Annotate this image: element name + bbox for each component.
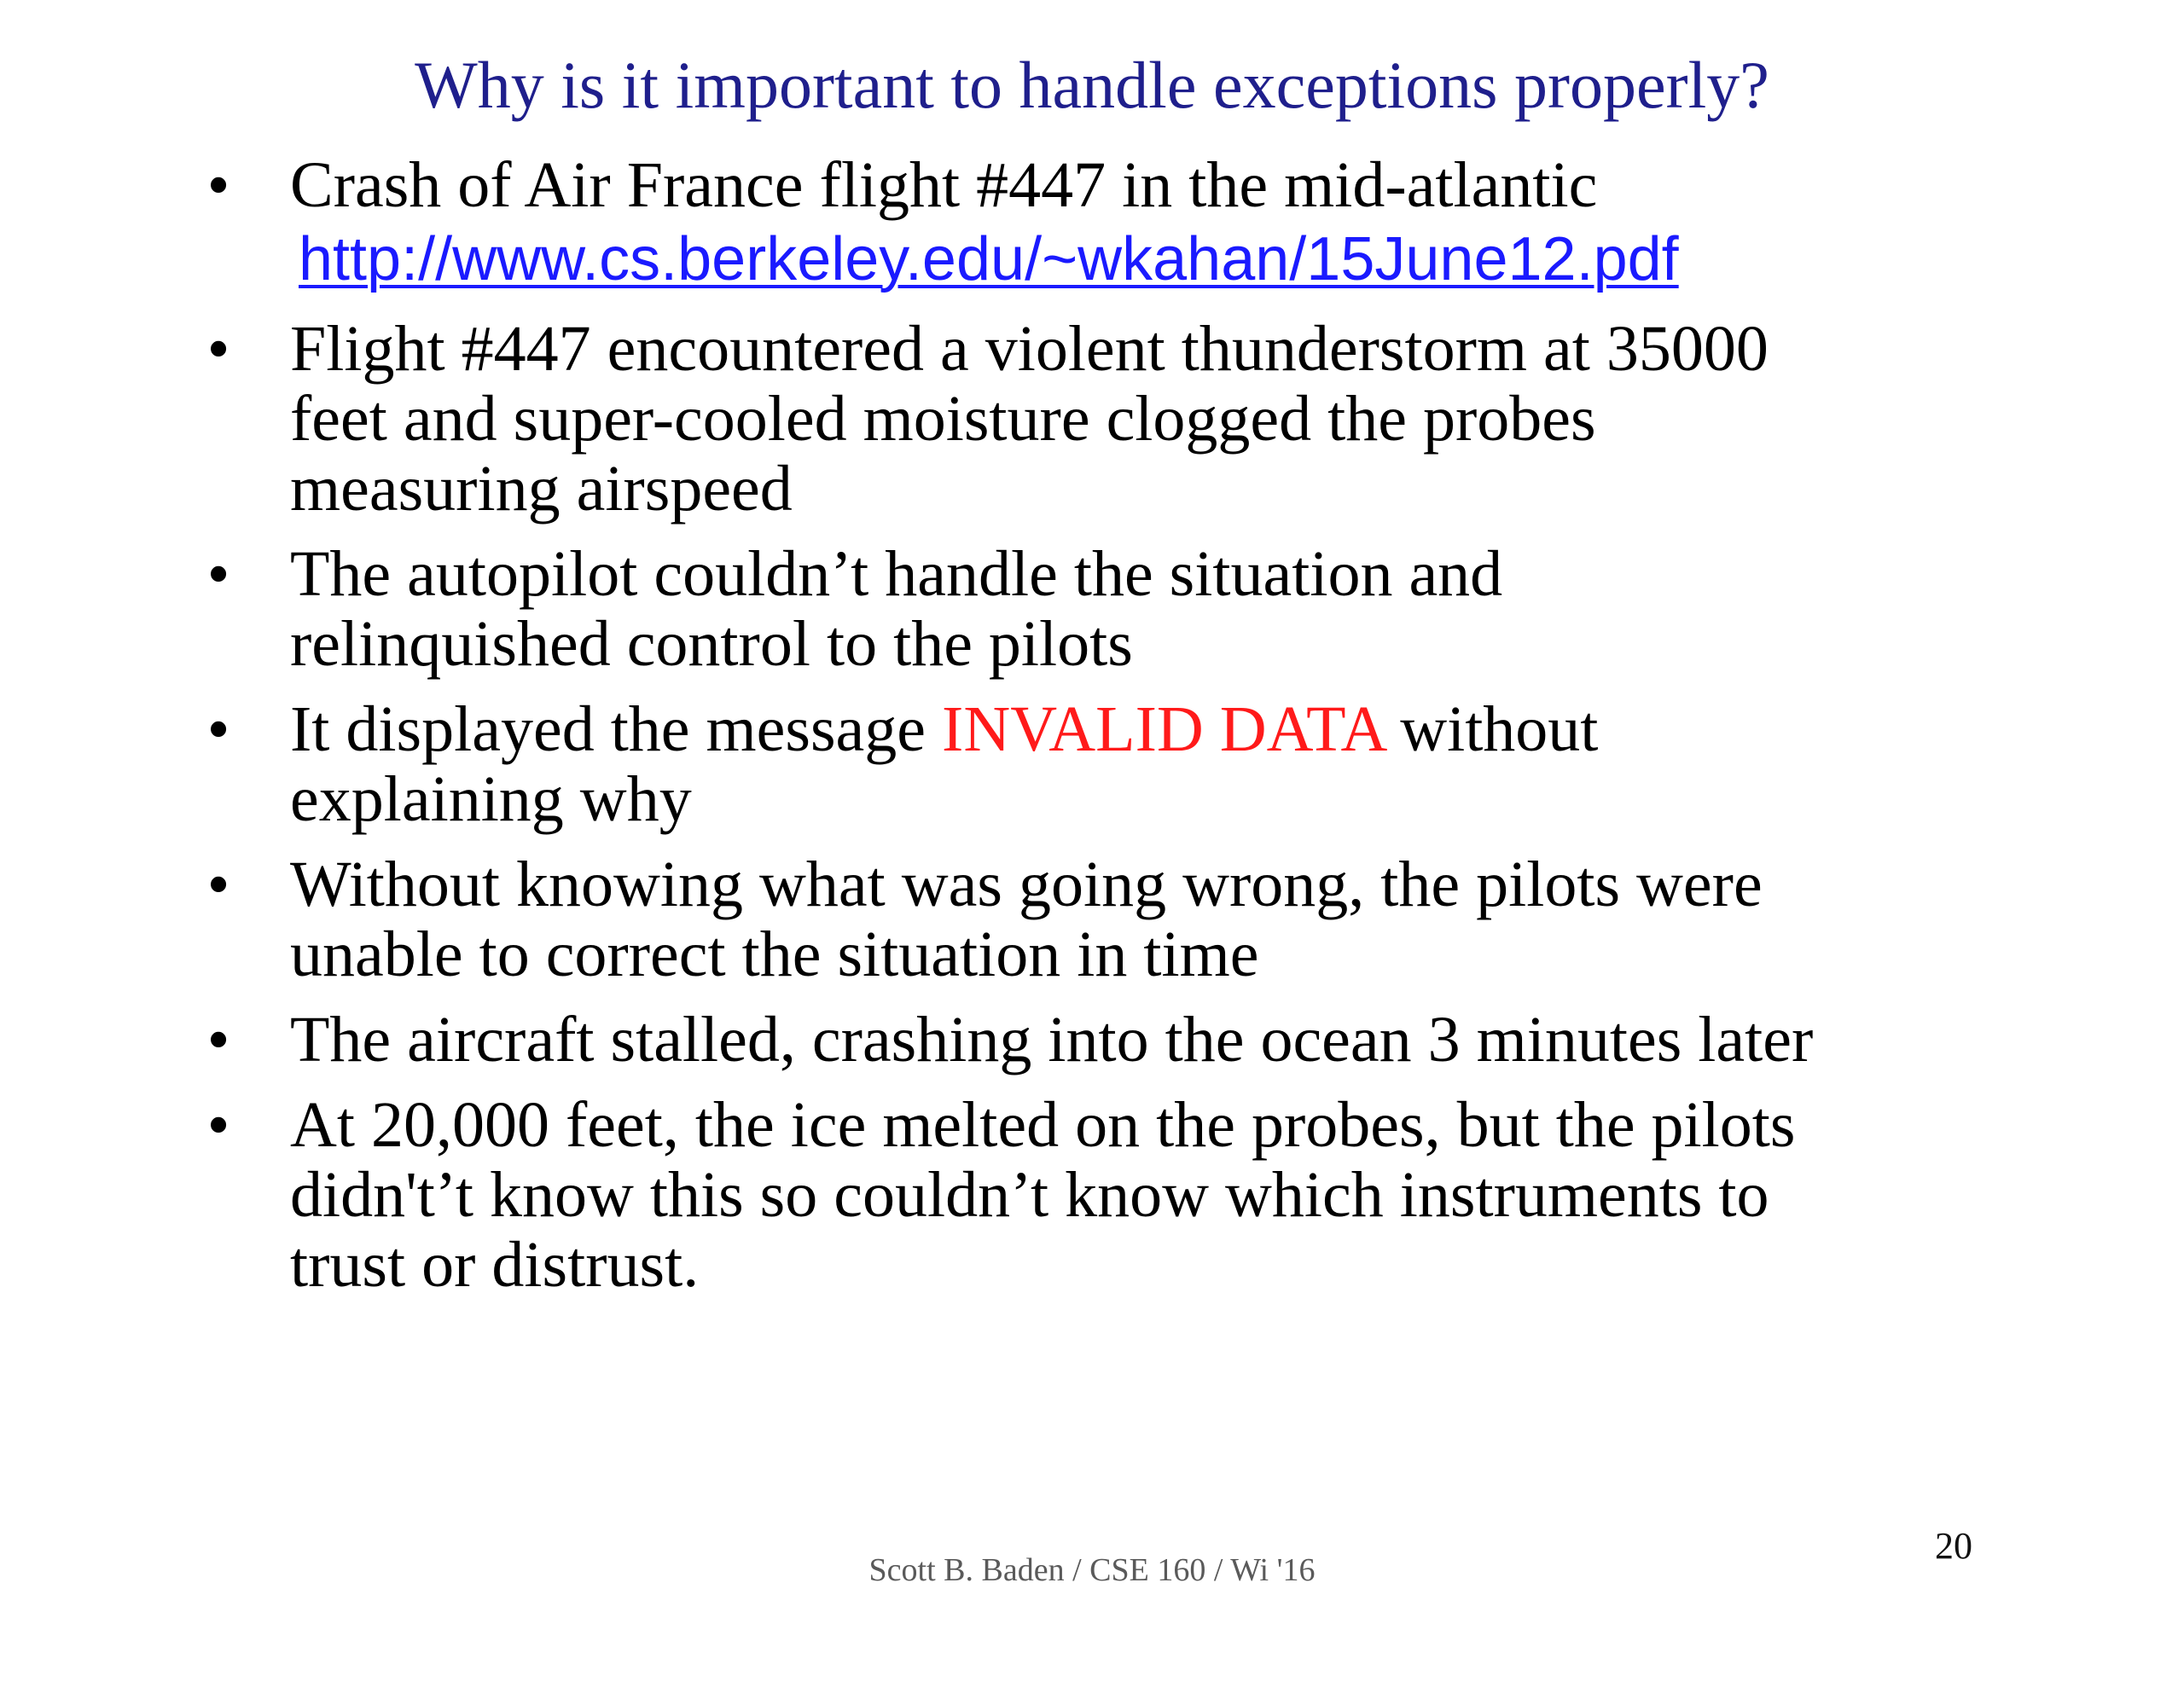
- bullet-icon: •: [206, 149, 230, 221]
- bullet-text: Without knowing what was going wrong, the pilots were: [290, 849, 1763, 920]
- page-number: 20: [1935, 1525, 1972, 1567]
- bullet-text: unable to correct the situation in time: [290, 919, 1259, 990]
- bullet-text: The aircraft stalled, crashing into the ocean 3 minutes later: [290, 1004, 1814, 1075]
- bullet-icon: •: [206, 693, 230, 765]
- bullet-item-stall: [201, 1005, 2036, 1075]
- slide-title: Why is it important to handle exceptions properly?: [415, 48, 1769, 122]
- bullet-icon: •: [206, 538, 230, 610]
- bullet-item-autopilot: [201, 539, 2036, 679]
- bullet-icon: •: [206, 849, 230, 920]
- bullet-text: Flight #447 encountered a violent thunderstorm at 35000: [290, 313, 1769, 385]
- bullet-text-before: It displayed the message: [290, 693, 943, 765]
- bullet-text: feet and super-cooled moisture clogged the probes: [290, 383, 1596, 455]
- bullet-icon: •: [206, 1004, 230, 1075]
- bullet-item-thunderstorm: [201, 314, 2036, 524]
- bullet-text: Crash of Air France flight #447 in the mid-atlantic: [290, 149, 1598, 221]
- bullet-item-air-france: [201, 150, 2036, 299]
- bullet-text: trust or distrust.: [290, 1229, 700, 1301]
- bullet-icon: •: [206, 1089, 230, 1161]
- bullet-item-invalid-data: [201, 694, 2036, 834]
- bullet-icon: •: [206, 313, 230, 385]
- footer-credit: Scott B. Baden / CSE 160 / Wi '16: [868, 1552, 1316, 1588]
- bullet-text-after: without: [1384, 693, 1599, 765]
- bullet-item-pilots-unaware: [201, 849, 2036, 989]
- bullet-text: The autopilot couldn’t handle the situation and: [290, 538, 1503, 610]
- bullet-text: didn't’t know this so couldn’t know which instruments to: [290, 1159, 1769, 1231]
- bullet-text: measuring airspeed: [290, 453, 793, 525]
- bullet-text: [290, 694, 2036, 764]
- bullet-text: At 20,000 feet, the ice melted on the probes, but the pilots: [290, 1089, 1796, 1161]
- bullet-text: explaining why: [290, 763, 692, 835]
- bullet-text: relinquished control to the pilots: [290, 608, 1133, 680]
- bullet-item-ice-melted: [201, 1090, 2036, 1300]
- invalid-data-highlight: INVALID DATA: [942, 693, 1385, 765]
- reference-link[interactable]: http://www.cs.berkeley.edu/~wkahan/15June12.pdf: [299, 225, 1679, 293]
- bullet-list: [201, 150, 2036, 1315]
